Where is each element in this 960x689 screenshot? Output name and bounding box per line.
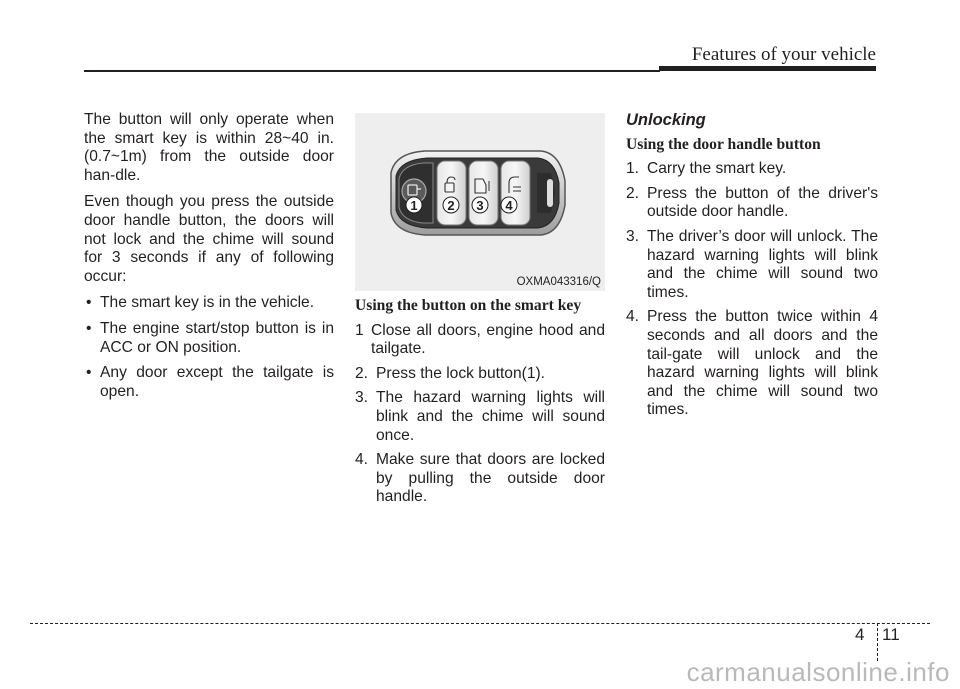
- list-item: 4. Press the button twice within 4 seconds and all doors and the tail-gate will unlock and the hazard warning lights will blink and the chime will sound two times.: [626, 308, 878, 419]
- column-left: [84, 111, 334, 408]
- paragraph-range: The button will only operate when the smart key is within 28~40 in. (0.7~1m) from the outside door han-dle.: [84, 111, 334, 184]
- chapter-number: 4: [855, 625, 865, 644]
- page-header-title: Features of your vehicle: [691, 44, 876, 65]
- footer-divider: [877, 623, 878, 661]
- list-item: 1. Carry the smart key.: [626, 160, 787, 178]
- footer-rule: [30, 623, 930, 624]
- list-item: 1 Close all doors, engine hood and tailgate.: [355, 321, 605, 358]
- bullet-mark: •: [86, 294, 92, 312]
- section-heading-unlocking: Unlocking: [626, 111, 706, 129]
- list-item: 2. Press the lock button(1).: [355, 364, 546, 382]
- callout-4: [501, 197, 517, 213]
- list-item: 2. Press the button of the driver's outside door handle.: [626, 184, 878, 221]
- subheading-door-handle-button: Using the door handle button: [626, 135, 821, 153]
- column-right: [626, 111, 878, 426]
- smart-key-illustration: [355, 113, 605, 291]
- watermark: carmanualsonline.info: [686, 657, 950, 687]
- svg-text:4: 4: [505, 198, 513, 213]
- header-rule: [84, 70, 660, 72]
- callout-3: [472, 197, 488, 213]
- svg-text:1: 1: [410, 198, 418, 213]
- header-rule-bar: [659, 66, 876, 71]
- callout-2: [443, 197, 459, 213]
- bullet-mark: •: [86, 319, 92, 337]
- list-item: 3. The driver’s door will unlock. The hazard warning lights will blink and the chime will sound two times.: [626, 227, 878, 301]
- subheading-smart-key-button: Using the button on the smart key: [355, 297, 582, 314]
- list-item: 4. Make sure that doors are locked by pulling the outside door handle.: [355, 451, 605, 506]
- svg-text:3: 3: [476, 198, 484, 213]
- callout-1: [406, 197, 422, 213]
- smart-key-figure: [355, 113, 605, 291]
- page-number: 11: [882, 625, 900, 644]
- figure-code: OXMA043316/Q: [516, 276, 601, 288]
- list-item: 3. The hazard warning lights will blink and the chime will sound once.: [355, 389, 605, 444]
- column-middle: [355, 297, 605, 513]
- list-item: • Any door except the tailgate is open.: [86, 364, 334, 400]
- list-item: • The smart key is in the vehicle.: [86, 294, 315, 312]
- svg-text:2: 2: [447, 198, 455, 213]
- paragraph-conditions: Even though you press the outside door handle button, the doors will not lock and the chime will sound for 3 seconds if any of following occur:: [84, 193, 334, 285]
- bullet-mark: •: [86, 364, 92, 382]
- list-item: • The engine start/stop button is in ACC or ON position.: [86, 319, 334, 356]
